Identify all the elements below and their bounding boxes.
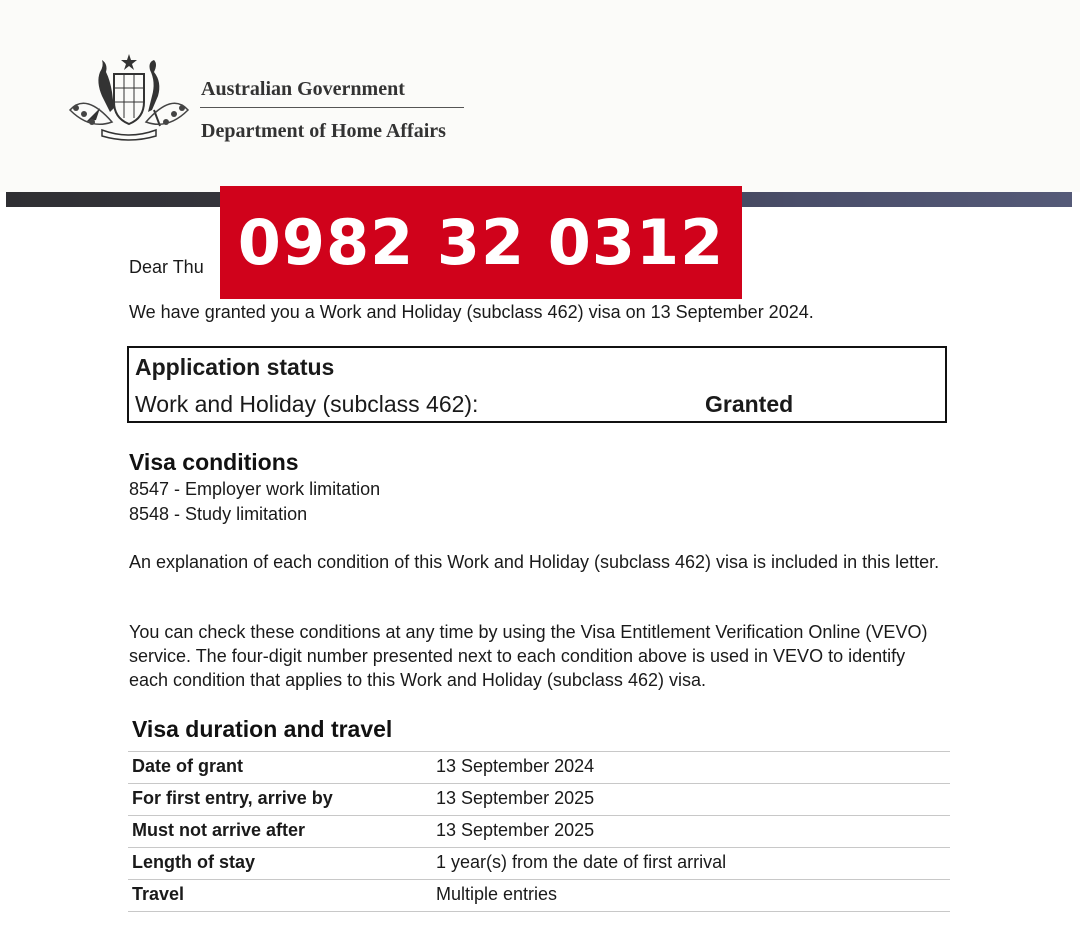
salutation: Dear Thu	[129, 257, 204, 277]
status-value: Granted	[705, 391, 794, 417]
table-row	[128, 879, 950, 912]
grant-sentence: We have granted you a Work and Holiday (subclass 462) visa on 13 September 2024.	[129, 302, 814, 322]
coat-of-arms-icon	[66, 52, 192, 144]
row-value: 13 September 2024	[436, 756, 595, 776]
phone-number: 0982 32 0312	[237, 206, 725, 279]
application-status-box	[127, 346, 947, 423]
row-value: 13 September 2025	[436, 820, 595, 840]
duration-title: Visa duration and travel	[132, 716, 393, 742]
conditions-title: Visa conditions	[129, 449, 299, 475]
row-label: Travel	[132, 884, 185, 904]
table-row	[128, 751, 950, 783]
row-label: Length of stay	[132, 852, 256, 872]
letterhead	[0, 0, 1080, 192]
row-value: 1 year(s) from the date of first arrival	[436, 852, 727, 872]
table-row	[128, 783, 950, 815]
status-title: Application status	[135, 354, 335, 380]
header-divider	[200, 107, 464, 108]
row-label: Date of grant	[132, 756, 244, 776]
row-label: Must not arrive after	[132, 820, 306, 840]
status-visa-name: Work and Holiday (subclass 462):	[135, 391, 479, 417]
table-row	[128, 847, 950, 879]
vevo-paragraph: You can check these conditions at any time by using the Visa Entitlement Verification Online (VEVO) service. The four-digit number presented next to each condition above is used in VEVO to identify each condition that applies to this Work and Holiday (subclass 462) visa.	[129, 622, 928, 690]
row-value: Multiple entries	[436, 884, 558, 904]
explanation-paragraph: An explanation of each condition of this Work and Holiday (subclass 462) visa is included in this letter.	[129, 552, 940, 572]
row-label: For first entry, arrive by	[132, 788, 333, 808]
condition-item: 8547 - Employer work limitation	[129, 479, 381, 499]
phone-overlay-banner	[220, 186, 742, 299]
condition-item: 8548 - Study limitation	[129, 504, 308, 524]
government-name: Australian Government	[201, 78, 405, 100]
department-name: Department of Home Affairs	[201, 120, 446, 142]
duration-table	[128, 751, 950, 912]
row-value: 13 September 2025	[436, 788, 595, 808]
table-row	[128, 815, 950, 847]
